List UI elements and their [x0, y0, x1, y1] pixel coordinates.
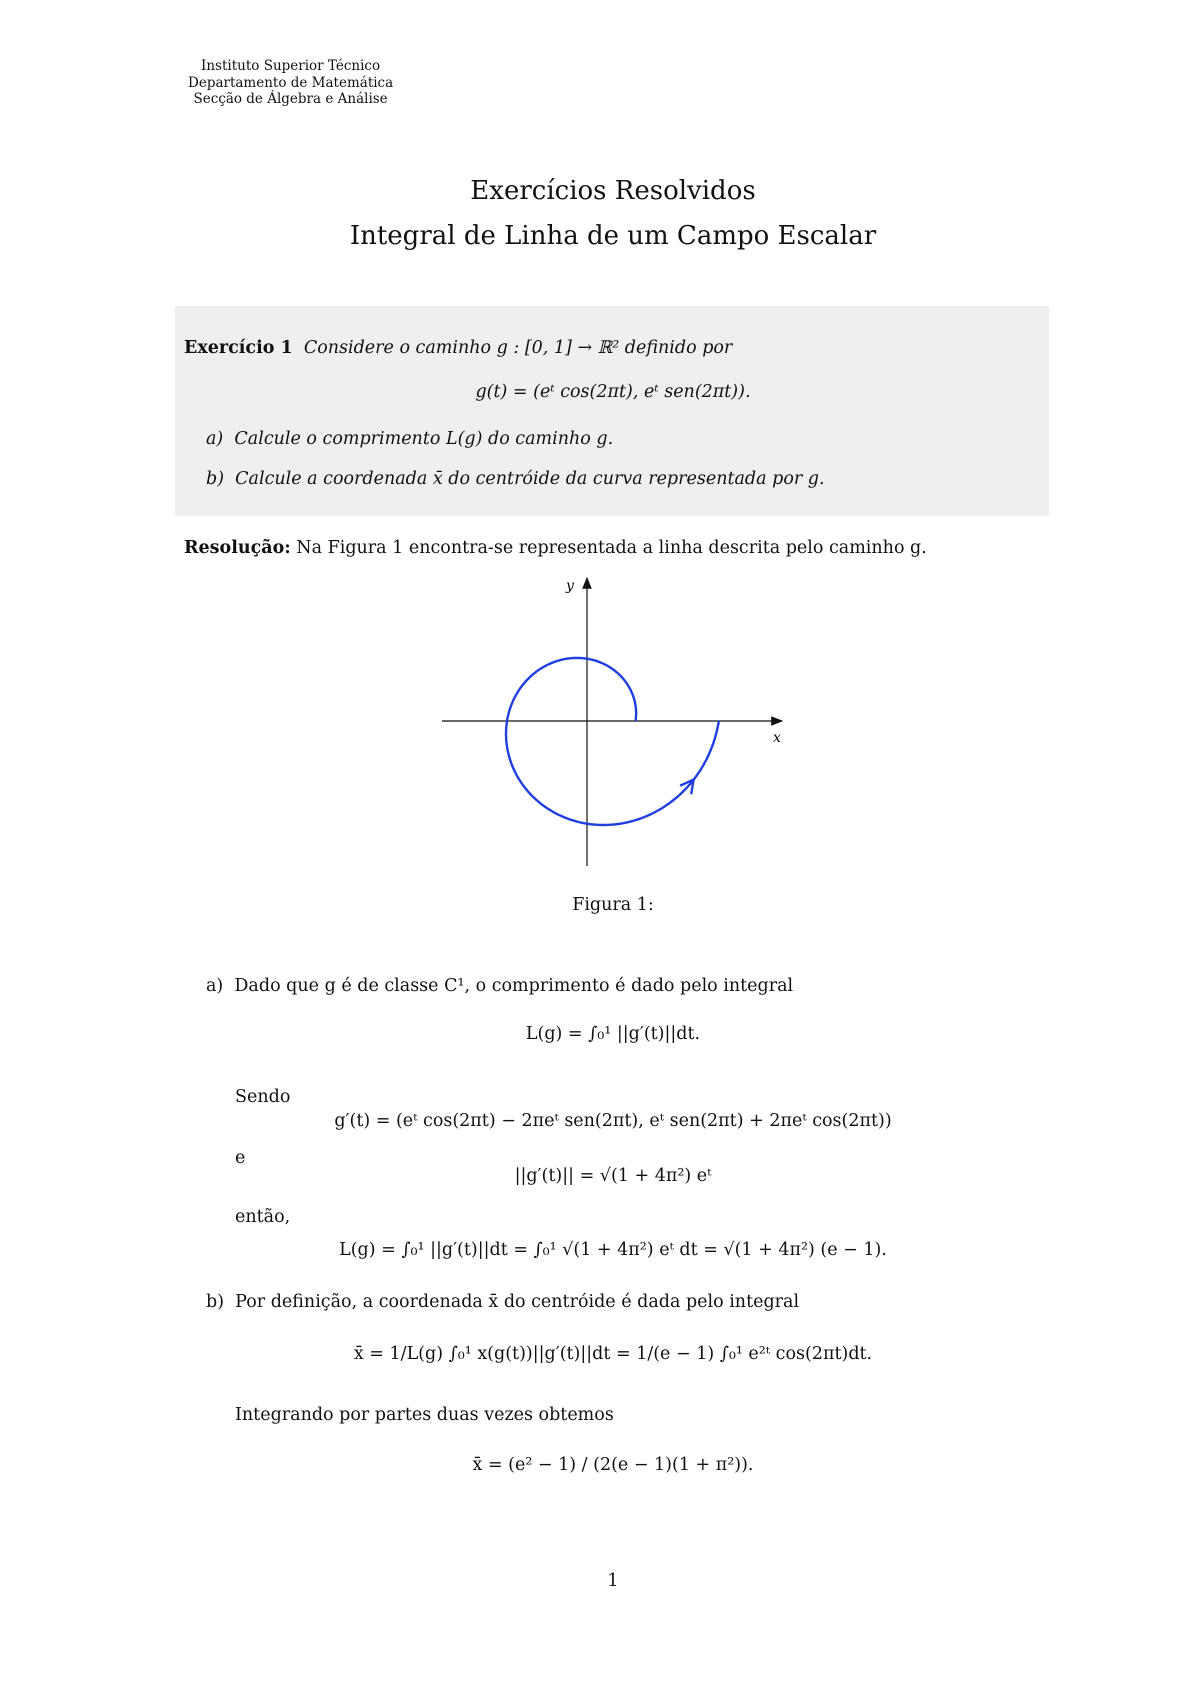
part-b-intro-row — [206, 1292, 799, 1312]
figure-caption: Figura 1: — [572, 895, 654, 915]
part-b-eq2: x̄ = (e² − 1) / (2(e − 1)(1 + π²)). — [472, 1455, 754, 1475]
header-line-2: Departamento de Matemática — [188, 74, 394, 91]
exercise-item-a — [206, 429, 613, 449]
resolution-label: Resolução: — [184, 538, 291, 558]
part-a-label: a) — [206, 976, 224, 996]
institution-header — [188, 58, 393, 108]
spiral-curve — [506, 658, 719, 825]
item-b-label: b) — [206, 469, 225, 489]
part-a-e: e — [235, 1148, 246, 1168]
title-line-2: Integral de Linha de um Campo Escalar — [349, 221, 877, 251]
part-a-intro: Dado que g é de classe C¹, o comprimento é dado pelo integral — [234, 976, 794, 996]
exercise-statement-row — [184, 338, 732, 358]
part-b-text2: Integrando por partes duas vezes obtemos — [235, 1405, 614, 1425]
part-a-eq1: L(g) = ∫₀¹ ||g′(t)||dt. — [525, 1024, 701, 1044]
part-a-eq4: L(g) = ∫₀¹ ||g′(t)||dt = ∫₀¹ √(1 + 4π²) eᵗ dt = √(1 + 4π²) (e − 1). — [339, 1240, 887, 1260]
x-axis-label: x — [773, 730, 781, 746]
part-a-entao: então, — [235, 1207, 291, 1227]
spiral-figure — [430, 570, 810, 870]
part-b-label: b) — [206, 1292, 225, 1312]
exercise-statement: Considere o caminho g : [0, 1] → ℝ² definido por — [303, 338, 733, 358]
resolution-row — [184, 538, 927, 558]
item-a-label: a) — [206, 429, 224, 449]
header-line-1: Instituto Superior Técnico — [201, 58, 381, 74]
page-number: 1 — [607, 1571, 619, 1591]
part-b-eq1: x̄ = 1/L(g) ∫₀¹ x(g(t))||g′(t)||dt = 1/(e − 1) ∫₀¹ e²ᵗ cos(2πt)dt. — [353, 1344, 873, 1364]
exercise-item-b — [206, 469, 825, 489]
part-a-intro-row — [206, 976, 793, 996]
part-a-eq2: g′(t) = (eᵗ cos(2πt) − 2πeᵗ sen(2πt), eᵗ sen(2πt) + 2πeᵗ cos(2πt)) — [334, 1111, 892, 1131]
part-a-eq3: ||g′(t)|| = √(1 + 4π²) eᵗ — [514, 1166, 712, 1186]
exercise-label: Exercício 1 — [184, 338, 293, 358]
item-a-text: Calcule o comprimento L(g) do caminho g. — [234, 429, 614, 449]
part-b-intro: Por definição, a coordenada x̄ do centróide é dada pelo integral — [235, 1292, 800, 1312]
y-axis-label: y — [566, 578, 574, 594]
resolution-text: Na Figura 1 encontra-se representada a linha descrita pelo caminho g. — [296, 538, 927, 558]
item-b-text: Calcule a coordenada x̄ do centróide da curva representada por g. — [235, 469, 825, 489]
part-a-sendo: Sendo — [235, 1087, 291, 1107]
title-line-1: Exercícios Resolvidos — [470, 176, 756, 206]
header-line-3: Secção de Álgebra e Análise — [193, 91, 388, 107]
exercise-definition: g(t) = (eᵗ cos(2πt), eᵗ sen(2πt)). — [475, 382, 751, 402]
